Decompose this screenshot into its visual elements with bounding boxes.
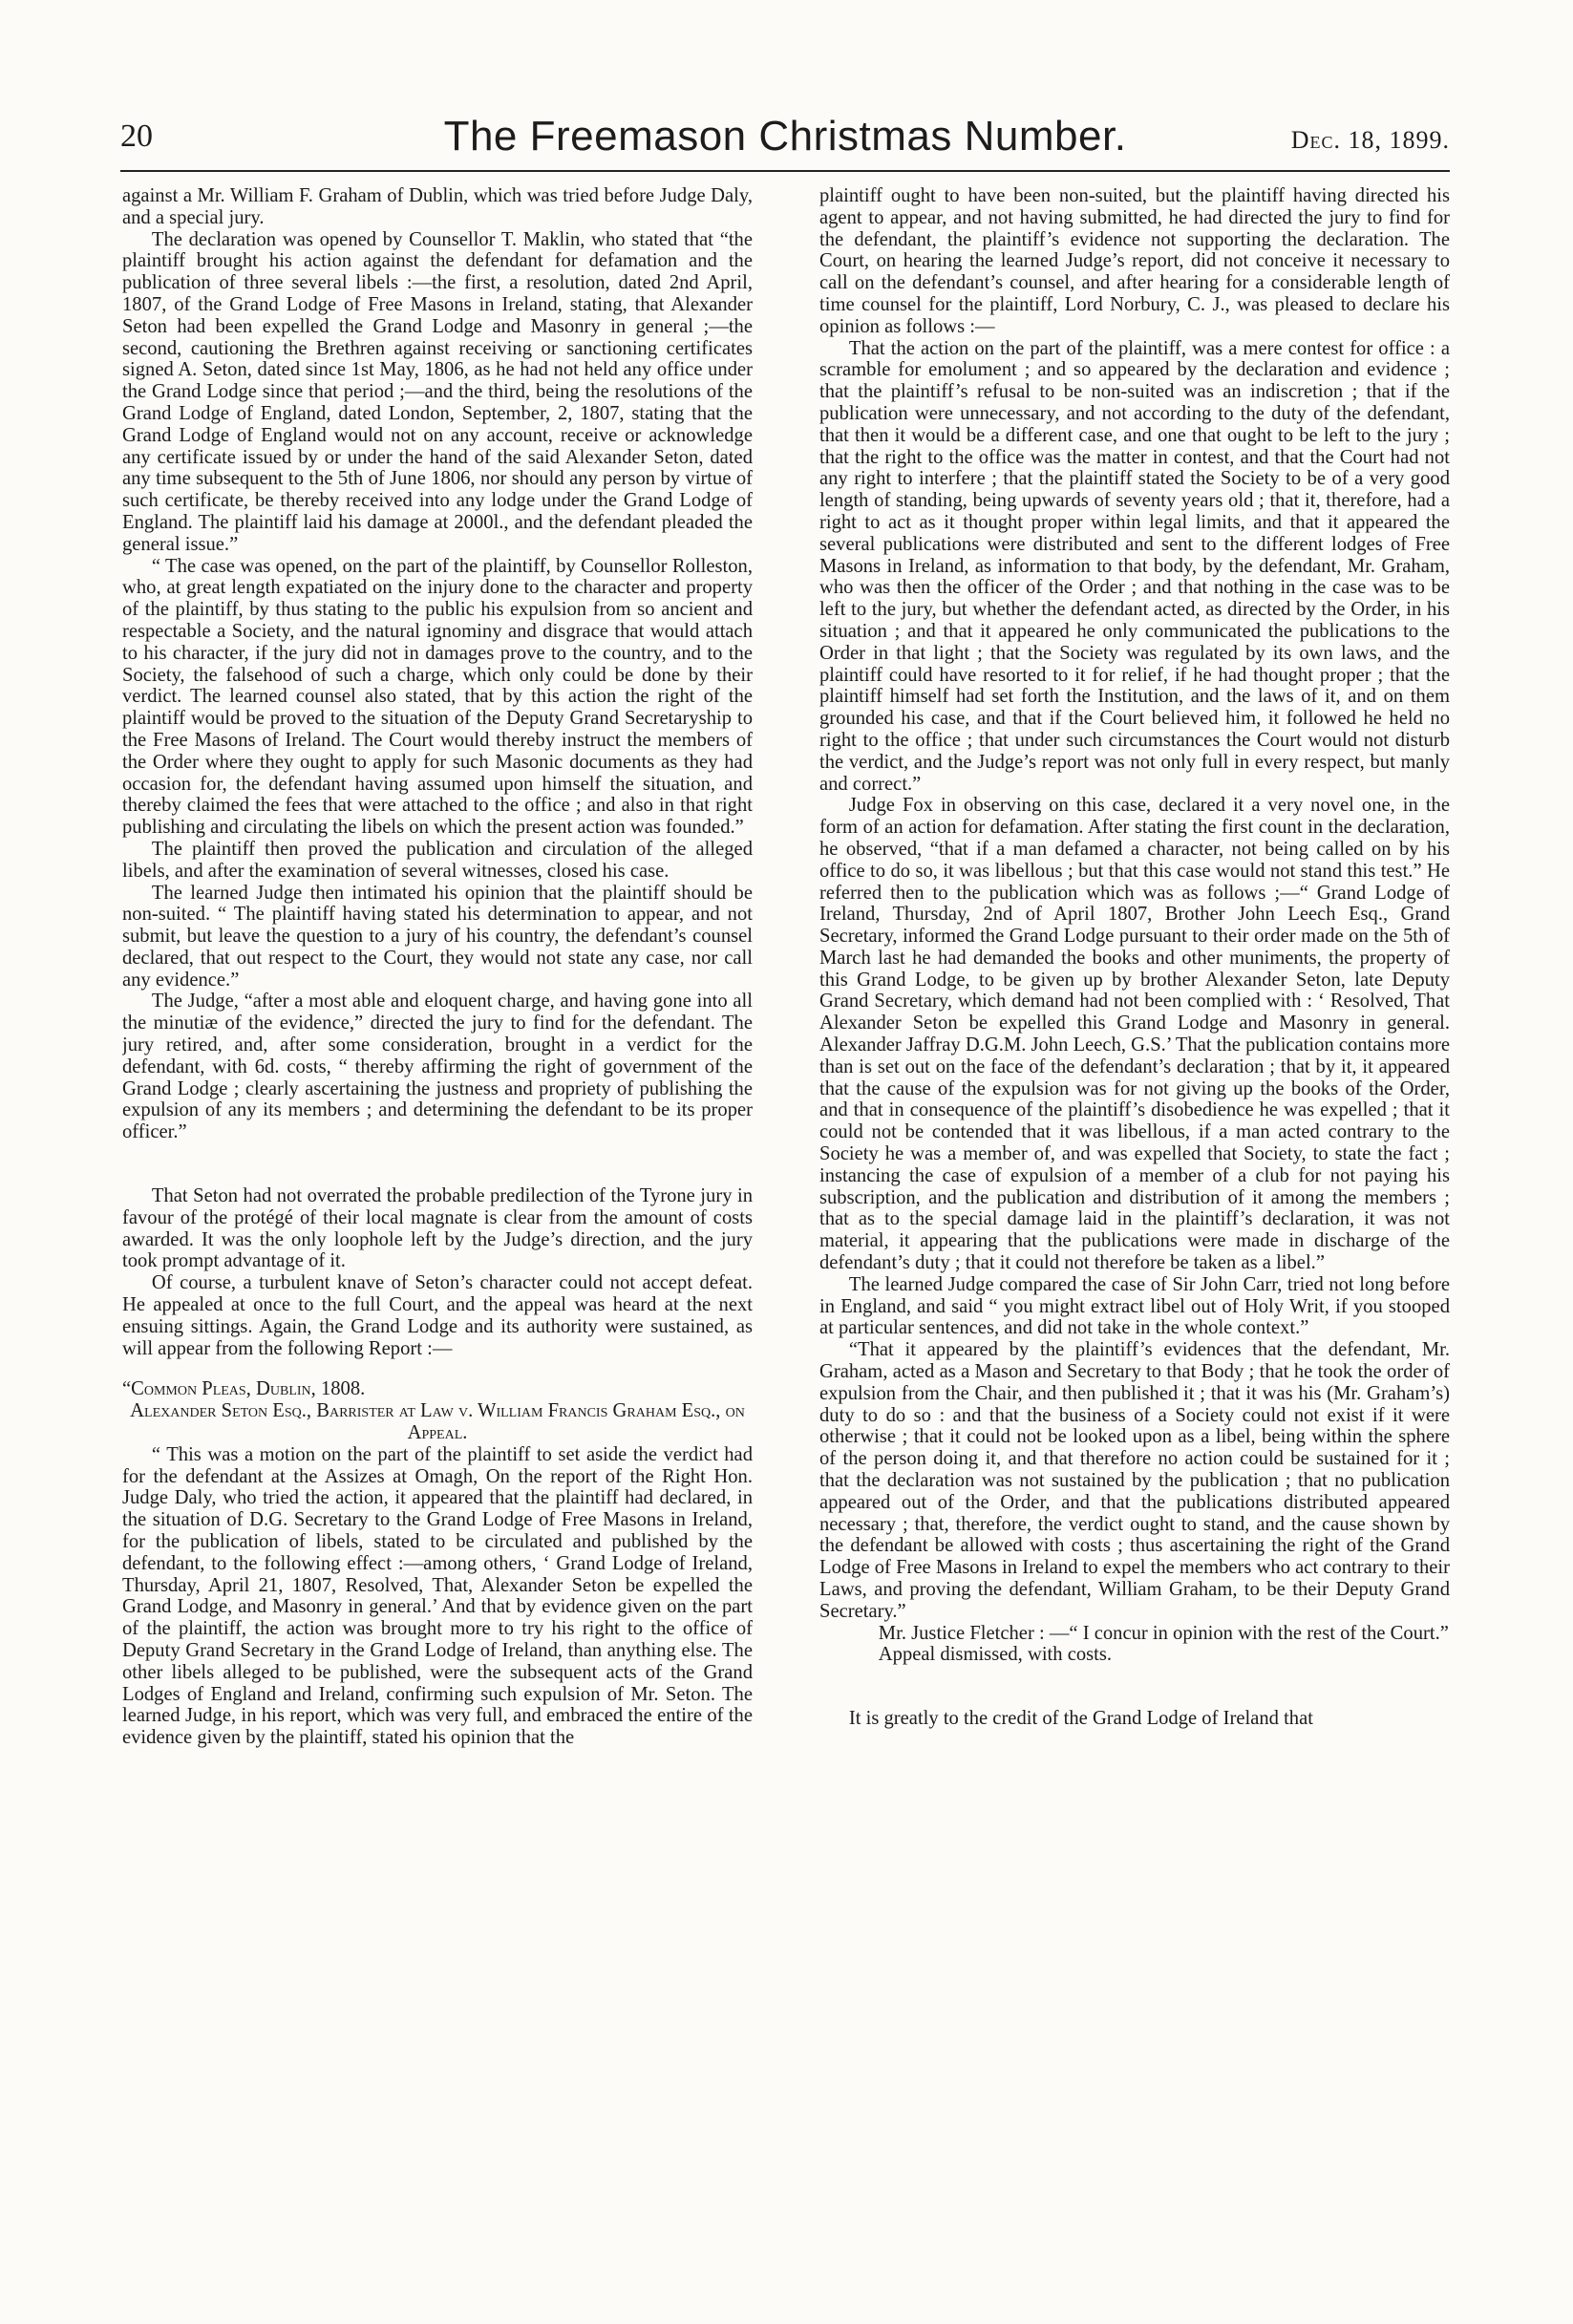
paragraph: against a Mr. William F. Graham of Dublin, which was tried before Judge Daly, and a special jury.: [122, 185, 753, 228]
paragraph: That the action on the part of the plaintiff, was a mere contest for office : a scramble for emolument ; and so appeared by the declaration and evidence ; that the plaintiff’s refusal to be non-suited was an indiscretion ; that if the publication were unnecessary, and not according to the duty of the defendant, that then it would be a different case, and one that ought to be left to the jury ; that the right to the office was the matter in contest, and that the Court had not any right to interfere ; that the plaintiff stated the Society to be of a very good length of standing, being upwards of seventy years old ; that it, therefore, had a right to act as it thought proper within legal limits, and that it appeared the several publications were distributed and sent to the different lodges of Free Masons in Ireland, as information to that body, by the defendant, Mr. Graham, who was then the officer of the Order ; and that nothing in the case was to be left to the jury, but whether the defendant acted, as directed by the Order, in his situation ; and that it appeared he only communicated the publications to the Order in that light ; that the Society was regulated by its own laws, and the plaintiff could have resorted to it for relief, if he had thought proper ; that the plaintiff himself had set forth the Institution, and the laws of it, and on them grounded his case, and that if the Court believed him, it followed he held no right to the office ; that under such circumstances the Court would not disturb the verdict, and the Judge’s report was not only full in every respect, but manly and correct.”: [819, 337, 1450, 795]
page-title: The Freemason Christmas Number.: [443, 113, 1127, 160]
page-header: [120, 113, 1450, 166]
paragraph: The Judge, “after a most able and eloquent charge, and having gone into all the minutiæ of the evidence,” directed the jury to find for the defendant. The jury retired, and, after some consideration, brought in a verdict for the defendant, with 6d. costs, “ thereby affirming the right of government of the Grand Lodge ; clearly ascertaining the justness and propriety of publishing the expulsion of any its members ; and determining the defendant to be its proper officer.”: [122, 991, 753, 1143]
right-column: [819, 185, 1450, 2258]
paragraph: That Seton had not overrated the probable predilection of the Tyrone jury in favour of the protégé of their local magnate is clear from the amount of costs awarded. It was the only loophole left by the Judge’s direction, and the jury took prompt advantage of it.: [122, 1185, 753, 1272]
paragraph: “That it appeared by the plaintiff’s evidences that the defendant, Mr. Graham, acted as a Mason and Secretary to that Body ; that he took the order of expulsion from the Chair, and then published it ; that it was his (Mr. Graham’s) duty to do so : and that the business of a Society could not exist if it were otherwise ; that it could not be looked upon as a libel, being within the sphere of the person doing it, and that therefore no action could be sustained for it ; that the declaration was not sustained by the publication ; that no publication appeared out of the Order, and that the publications distributed appeared necessary ; that, therefore, the verdict ought to stand, and the cause shown by the defendant be allowed with costs ; thus ascertaining the right of the Grand Lodge of Free Masons in Ireland to expel the members who act contrary to their Laws, and proving the defendant, William Graham, to be their Deputy Grand Secretary.”: [819, 1339, 1450, 1622]
paragraph: The learned Judge then intimated his opinion that the plaintiff should be non-suited. “ The plaintiff having stated his determination to appear, and not submit, but leave the question to a jury of his country, the defendant’s counsel declared, that out respect to the Court, they would not state any case, nor call any evidence.”: [122, 882, 753, 991]
paragraph: Of course, a turbulent knave of Seton’s character could not accept defeat. He appealed at once to the full Court, and the appeal was heard at the next ensuing sittings. Again, the Grand Lodge and its authority were sustained, as will appear from the following Report :—: [122, 1272, 753, 1359]
paragraph: Appeal dismissed, with costs.: [878, 1644, 1113, 1666]
paragraph: “ This was a motion on the part of the plaintiff to set aside the verdict had for the defendant at the Assizes at Omagh, On the report of the Right Hon. Judge Daly, who tried the action, it appeared that the plaintiff had declared, in the situation of D.G. Secretary to the Grand Lodge of Free Masons in Ireland, for the publication of libels, stated to be circulated and published by the defendant, to the following effect :—among others, ‘ Grand Lodge of Ireland, Thursday, April 21, 1807, Resolved, That, Alexander Seton be expelled the Grand Lodge, and Masonry in general.’ And that by evidence given on the part of the plaintiff, the action was brought more to try his right to the office of Deputy Grand Secretary in the Grand Lodge of Ireland, than anything else. The other libels alleged to be published, were the subsequent acts of the Grand Lodges of England and Ireland, confirming such expulsion of Mr. Seton. The learned Judge, in his report, which was very full, and embraced the entire of the evidence given by the plaintiff, stated his opinion that the: [122, 1443, 753, 1749]
case-title: [122, 1400, 753, 1444]
paragraph: It is greatly to the credit of the Grand Lodge of Ireland that: [848, 1708, 1313, 1730]
paragraph: The declaration was opened by Counsellor T. Maklin, who stated that “the plaintiff brought his action against the defendant for defamation and the publication of three several libels :—the first, a resolution, dated 2nd April, 1807, of the Grand Lodge of Free Masons in Ireland, stating, that Alexander Seton had been expelled the Grand Lodge and Masonry in general ;—the second, cautioning the Brethren against receiving or sanctioning certificates signed A. Seton, dated since 1st May, 1806, as he had not held any office under the Grand Lodge since that period ;—and the third, being the resolutions of the Grand Lodge of England, dated London, September, 2, 1807, stating that the Grand Lodge of England would not on any account, receive or acknowledge any certificate issued by or under the hand of the said Alexander Seton, dated any time subsequent to the 5th of June 1806, nor should any person by virtue of such certificate, be thereby received into any lodge under the Grand Lodge of England. The plaintiff laid his damage at 2000l., and the defendant pleaded the general issue.”: [122, 228, 753, 555]
paragraph: Judge Fox in observing on this case, declared it a very novel one, in the form of an action for defamation. After stating the first count in the declaration, he observed, “that if a man defamed a character, not being called on by his office to do so, it was libellous ; but that this case would not stand this test.” He referred then to the publication which was as follows ;—“ Grand Lodge of Ireland, Thursday, 2nd of April 1807, Brother John Leech Esq., Grand Secretary, informed the Grand Lodge pursuant to their order made on the 5th of March last he had demanded the books and other muniments, the property of this Grand Lodge, to be given up by brother Alexander Seton, late Deputy Grand Secretary, which demand had not been complied with : ‘ Resolved, That Alexander Seton be expelled this Grand Lodge and Masonry in general. Alexander Jaffray D.G.M. John Leech, G.S.’ That the publication contains more than is set out on the face of the defendant’s declaration ; that by it, it appeared that the cause of the expulsion was for not giving up the books of the Order, and that in consequence of the plaintiff’s disobedience he was expelled ; that it could not be contended that it was libellous, if a man acted contrary to the Society he was a member of, and was expelled that Society, to state the fact ; instancing the case of expulsion of a member of a club for not paying his subscription, and the publication and distribution of it among the members ; that as to the special damage laid in the plaintiff’s declaration, it was not material, it appearing that the publications were made in discharge of the defendant’s duty ; that it could not therefore be taken as a libel.”: [819, 795, 1450, 1274]
case-parties: Alexander Seton Esq., Barrister at Law v. William Francis Graham Esq., on Appeal.: [130, 1400, 745, 1444]
paragraph: Mr. Justice Fletcher : —“ I concur in opinion with the rest of the Court.”: [878, 1622, 1449, 1644]
paragraph: plaintiff ought to have been non-suited, but the plaintiff having directed his agent to appear, and not having submitted, he had directed the jury to find for the defendant, the plaintiff’s evidence not supporting the declaration. The Court, on hearing the learned Judge’s report, did not conceive it necessary to call on the defendant’s counsel, and after hearing for a considerable length of time counsel for the plaintiff, Lord Norbury, C. J., was pleased to declare his opinion as follows :—: [819, 185, 1450, 337]
case-heading: “Common Pleas, Dublin, 1808.: [122, 1378, 366, 1400]
issue-date: Dec. 18, 1899.: [1290, 126, 1450, 154]
page-number: 20: [120, 118, 153, 154]
left-column: [122, 185, 753, 2258]
header-rule: [120, 170, 1450, 172]
paragraph: “ The case was opened, on the part of the plaintiff, by Counsellor Rolleston, who, at great length expatiated on the injury done to the character and property of the plaintiff, by thus stating to the public his expulsion from so ancient and respectable a Society, and the natural ignominy and disgrace that would attach to his character, if the jury did not in damages prove to the country, and to the Society, the falsehood of such a charge, which only could be done by their verdict. The learned counsel also stated, that by this action the right of the plaintiff would be proved to the situation of the Deputy Grand Secretaryship to the Free Masons of Ireland. The Court would thereby instruct the members of the Order where they ought to apply for such Masonic documents as they had occasion for, the defendant having assumed upon himself the situation, and thereby claimed the fees that were attached to the office ; and also in that right publishing and circulating the libels on which the present action was founded.”: [122, 555, 753, 839]
paragraph: The learned Judge compared the case of Sir John Carr, tried not long before in England, and said “ you might extract libel out of Holy Writ, if you stooped at particular sentences, and did not take in the whole context.”: [819, 1273, 1450, 1339]
paragraph: The plaintiff then proved the publication and circulation of the alleged libels, and after the examination of several witnesses, closed his case.: [122, 838, 753, 882]
